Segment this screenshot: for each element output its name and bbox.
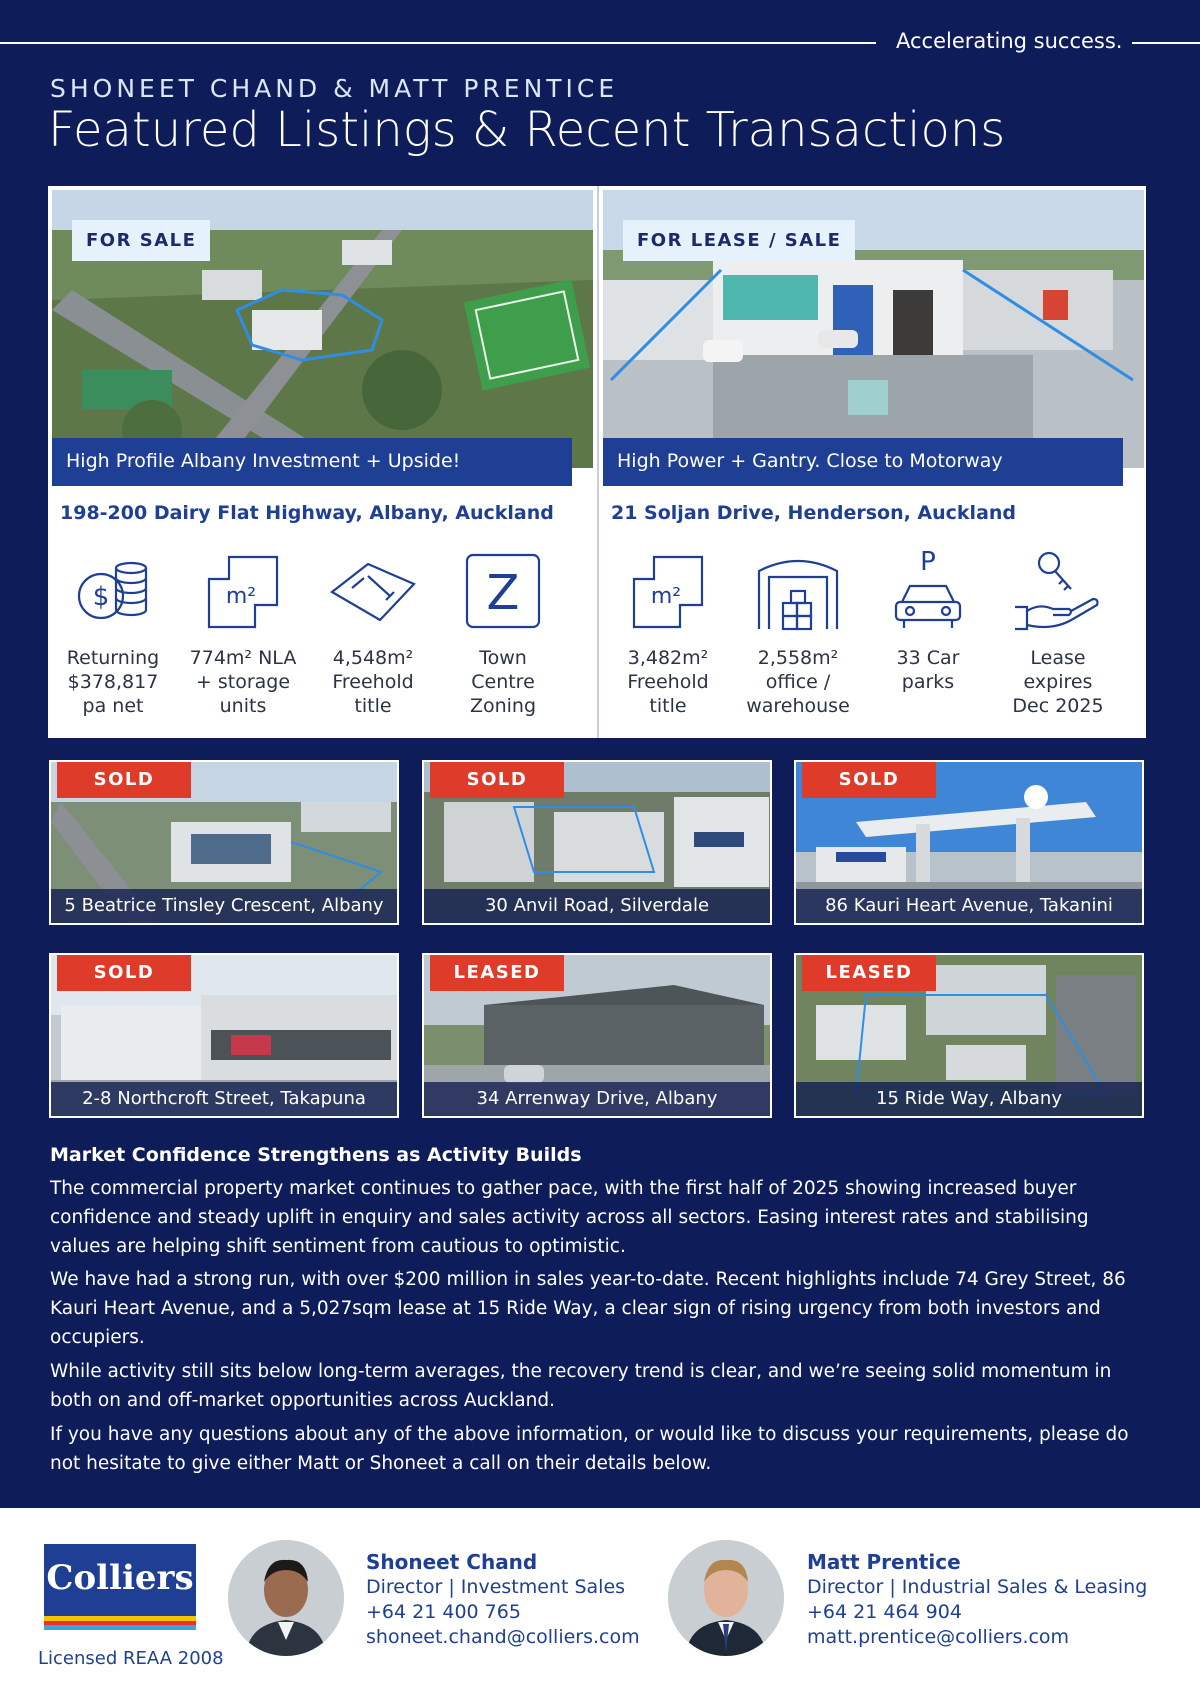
contact-shoneet: [366, 1550, 640, 1650]
money-coins-icon: [48, 546, 178, 636]
transaction-address: 86 Kauri Heart Avenue, Takanini: [796, 889, 1142, 923]
svg-text:P: P: [920, 547, 936, 577]
article-paragraph: While activity still sits below long-term averages, the recovery trend is clear, and we’re seeing solid momentum in both on and off-market opportunities across Auckland.: [50, 1361, 1112, 1411]
feature-list: [48, 546, 597, 726]
transaction-card[interactable]: [794, 760, 1144, 925]
contact-name: Matt Prentice: [807, 1550, 961, 1574]
contact-phone[interactable]: +64 21 464 904: [807, 1601, 962, 1623]
contact-name: Shoneet Chand: [366, 1550, 538, 1574]
colliers-logo: Colliers: [44, 1544, 196, 1630]
listing-address: 198-200 Dairy Flat Highway, Albany, Auckland: [60, 502, 554, 524]
key-hand-icon: [993, 546, 1123, 636]
licence-note: Licensed REAA 2008: [38, 1648, 224, 1669]
svg-text:$: $: [92, 582, 110, 612]
svg-text:Z: Z: [486, 565, 520, 621]
transaction-address: 34 Arrenway Drive, Albany: [424, 1082, 770, 1116]
avatar: [228, 1540, 344, 1656]
contact-phone[interactable]: +64 21 400 765: [366, 1601, 521, 1623]
floor-area-icon: [178, 546, 308, 636]
top-rule-end: [1132, 42, 1200, 44]
feature-zoning: Z Town Centre Zoning: [438, 546, 568, 718]
featured-listings: [48, 186, 1146, 738]
transaction-address: 5 Beatrice Tinsley Crescent, Albany: [51, 889, 397, 923]
car-park-icon: [863, 546, 993, 636]
transaction-address: 15 Ride Way, Albany: [796, 1082, 1142, 1116]
status-tag: LEASED: [430, 955, 564, 991]
tagline: Accelerating success.: [896, 29, 1123, 53]
article-title: Market Confidence Strengthens as Activity Builds: [50, 1144, 582, 1166]
status-tag: SOLD: [430, 762, 564, 798]
feature-nla: m² 774m² NLA + storage units: [178, 546, 308, 718]
warehouse-icon: [733, 546, 863, 636]
article-paragraph: The commercial property market continues to gather pace, with the first half of 2025 showing increased buyer confidence and steady uplift in enquiry and sales activity across all sectors. Easing interest rates and stabilising values are helping shift sentiment from cautious to optimistic.: [50, 1178, 1089, 1257]
building-photo: [603, 190, 1144, 468]
feature-warehouse: 2,558m² office / warehouse: [733, 546, 863, 718]
feature-lease: Lease expires Dec 2025: [993, 546, 1123, 718]
transaction-card[interactable]: [794, 953, 1144, 1118]
article-paragraph: We have had a strong run, with over $200 million in sales year-to-date. Recent highlights include 74 Grey Street, 86 Kauri Heart Avenue, and a 5,027sqm lease at 15 Ride Way, a clear sign of rising urgency from both investors and occupiers.: [50, 1269, 1126, 1348]
transaction-card[interactable]: [49, 760, 399, 925]
page-title: Featured Listings & Recent Transactions: [48, 102, 1006, 158]
footer: [0, 1508, 1200, 1699]
feature-land: 4,548m² Freehold title: [308, 546, 438, 718]
feature-freehold: m² 3,482m² Freehold title: [603, 546, 733, 718]
zoning-icon: [438, 546, 568, 636]
contact-role: Director | Industrial Sales & Leasing: [807, 1576, 1148, 1598]
listing-address: 21 Soljan Drive, Henderson, Auckland: [611, 502, 1017, 524]
transaction-address: 30 Anvil Road, Silverdale: [424, 889, 770, 923]
status-tag: SOLD: [57, 762, 191, 798]
status-tag: FOR LEASE / SALE: [623, 220, 855, 261]
avatar: [668, 1540, 784, 1656]
feature-list: [599, 546, 1148, 726]
contact-email[interactable]: shoneet.chand@colliers.com: [366, 1626, 640, 1648]
status-tag: SOLD: [57, 955, 191, 991]
aerial-photo: [52, 190, 593, 468]
transaction-card[interactable]: [49, 953, 399, 1118]
headline-bar: High Power + Gantry. Close to Motorway: [603, 438, 1123, 486]
contact-matt: [807, 1550, 1147, 1650]
svg-text:m²: m²: [225, 584, 257, 609]
top-rule: [0, 42, 876, 44]
article-paragraph: If you have any questions about any of the above information, or would like to discuss your requirements, please do not hesitate to give either Matt or Shoneet a call on their details below.: [50, 1424, 1129, 1474]
headline-bar: High Profile Albany Investment + Upside!: [52, 438, 572, 486]
featured-card-henderson[interactable]: [597, 186, 1146, 738]
contact-email[interactable]: matt.prentice@colliers.com: [807, 1626, 1070, 1648]
featured-card-albany[interactable]: [48, 186, 597, 738]
status-tag: FOR SALE: [72, 220, 210, 261]
transaction-card[interactable]: [422, 760, 772, 925]
feature-carparks: P 33 Car parks: [863, 546, 993, 694]
transaction-card[interactable]: [422, 953, 772, 1118]
agents-heading: SHONEET CHAND & MATT PRENTICE: [50, 74, 619, 103]
transaction-address: 2-8 Northcroft Street, Takapuna: [51, 1082, 397, 1116]
land-area-icon: [308, 546, 438, 636]
contact-role: Director | Investment Sales: [366, 1576, 626, 1598]
status-tag: SOLD: [802, 762, 936, 798]
svg-text:m²: m²: [650, 584, 682, 609]
status-tag: LEASED: [802, 955, 936, 991]
feature-return: $ Returning $378,817 pa net: [48, 546, 178, 718]
floor-area-icon: [603, 546, 733, 636]
